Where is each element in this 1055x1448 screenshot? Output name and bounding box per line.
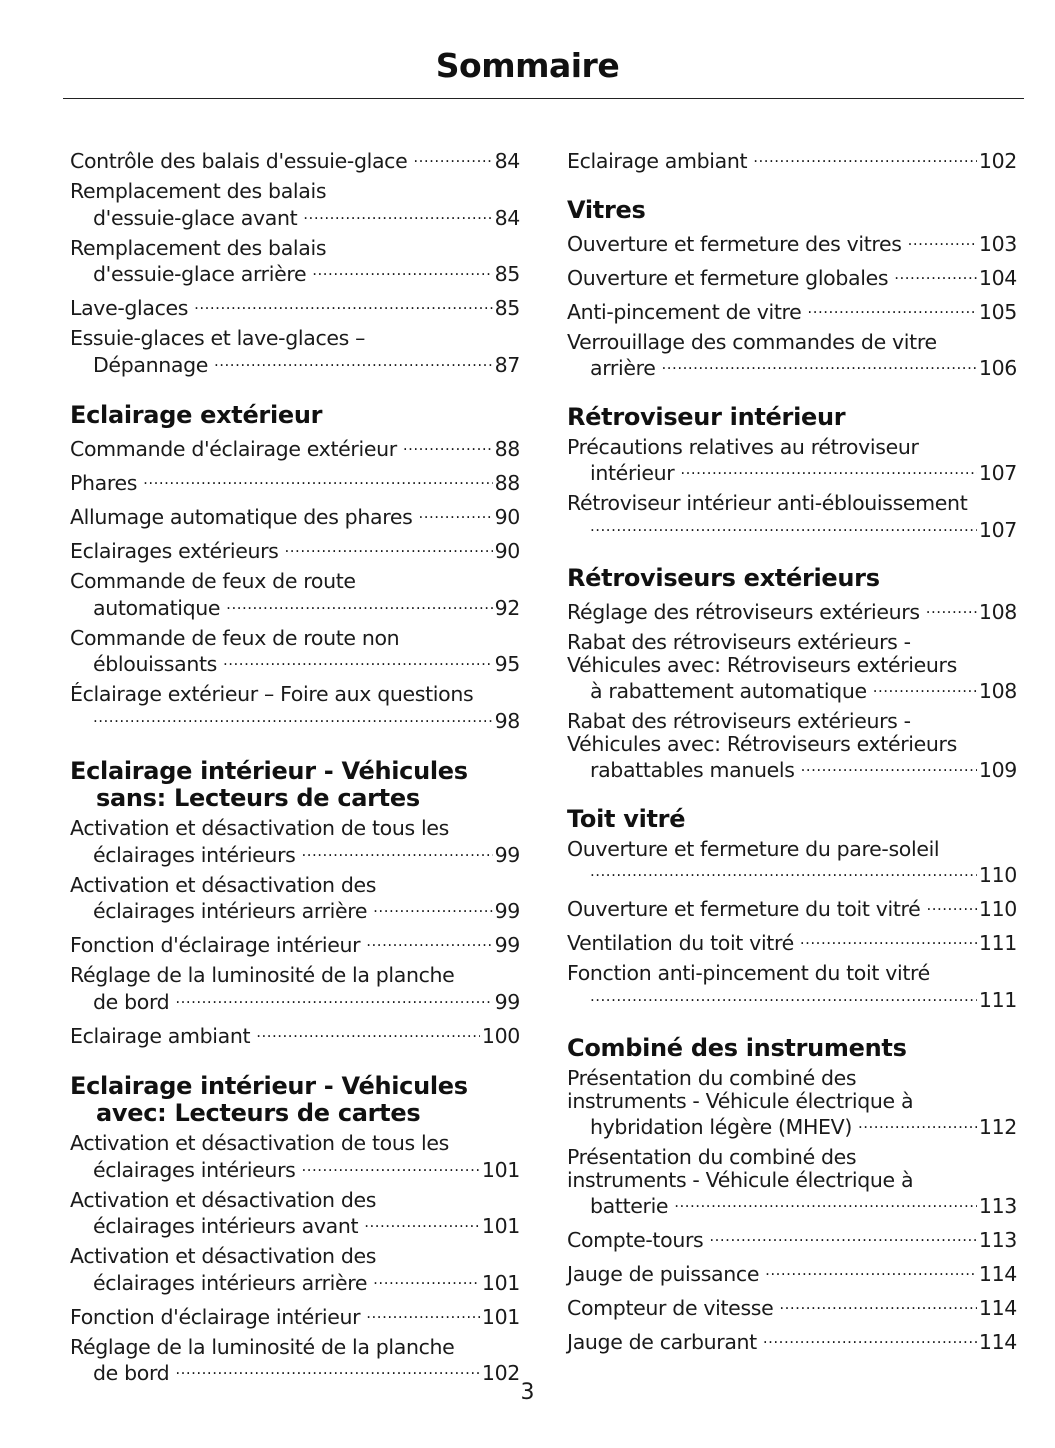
toc-page-number: 99 bbox=[494, 842, 520, 867]
dot-leader bbox=[418, 502, 492, 524]
toc-entry-title: automatique bbox=[93, 595, 221, 620]
section-heading: Eclairage extérieur bbox=[70, 401, 323, 429]
toc-entry[interactable] bbox=[70, 146, 520, 173]
toc-entry-title: éclairages intérieurs bbox=[93, 1157, 296, 1182]
toc-entry-title-line: Activation et désactivation de tous les bbox=[70, 816, 449, 840]
toc-entry[interactable] bbox=[567, 962, 1017, 1011]
toc-entry-title-line: Réglage de la luminosité de la planche bbox=[70, 1334, 455, 1359]
toc-entry-title-line: Véhicules avec: Rétroviseurs extérieurs bbox=[567, 731, 957, 756]
toc-entry-title-line: Présentation du combiné des bbox=[567, 1066, 857, 1090]
toc-entry-title: Ouverture et fermeture du toit vitré bbox=[567, 897, 921, 921]
toc-entry[interactable] bbox=[567, 229, 1017, 256]
toc-entry[interactable] bbox=[567, 838, 1017, 887]
toc-entry-last-line bbox=[567, 755, 1017, 782]
toc-entry-title-line: Rabat des rétroviseurs extérieurs - bbox=[567, 709, 911, 733]
toc-entry-title-line: instruments - Véhicule électrique à bbox=[567, 1088, 914, 1113]
dot-leader bbox=[301, 840, 492, 862]
toc-entry-title-line: Réglage de la luminosité de la planche bbox=[70, 963, 455, 987]
toc-page-number: 102 bbox=[978, 149, 1017, 173]
toc-entry-title-line: Verrouillage des commandes de vitre bbox=[567, 329, 937, 354]
toc-entry[interactable] bbox=[567, 263, 1017, 290]
toc-entry-last-line bbox=[70, 896, 520, 923]
toc-entry[interactable] bbox=[70, 434, 520, 461]
toc-entry[interactable] bbox=[70, 627, 520, 676]
toc-entry-title-line: Remplacement des balais bbox=[70, 179, 327, 203]
section-heading: Rétroviseur intérieur bbox=[567, 402, 846, 431]
toc-entry-last-line bbox=[567, 597, 1017, 624]
toc-entry-title: Lave-glaces bbox=[70, 296, 189, 320]
toc-entry-title-line: Essuie-glaces et lave-glaces – bbox=[70, 326, 366, 350]
toc-page-number: 107 bbox=[978, 517, 1017, 542]
toc-entry-last-line bbox=[70, 593, 520, 620]
toc-entry[interactable] bbox=[567, 436, 1017, 485]
toc-entry-last-line bbox=[567, 676, 1017, 703]
toc-entry-last-line bbox=[567, 894, 1017, 921]
toc-entry-title: Eclairages extérieurs bbox=[70, 539, 279, 563]
dot-leader bbox=[366, 1302, 480, 1324]
toc-entry-last-line bbox=[70, 840, 520, 867]
toc-page-number: 84 bbox=[494, 149, 520, 173]
toc-page-number: 105 bbox=[978, 299, 1017, 324]
toc-entry-title-line: Véhicules avec: Rétroviseurs extérieurs bbox=[567, 652, 957, 677]
toc-entry[interactable] bbox=[70, 180, 520, 229]
toc-entry-title: Eclairage ambiant bbox=[567, 149, 748, 173]
toc-entry-title: Réglage des rétroviseurs extérieurs bbox=[567, 600, 920, 624]
toc-entry-title: à rabattement automatique bbox=[590, 679, 867, 703]
toc-entry-last-line bbox=[567, 1112, 1017, 1139]
toc-entry-title: Commande d'éclairage extérieur bbox=[70, 437, 397, 461]
toc-entry-title: hybridation légère (MHEV) bbox=[590, 1115, 852, 1139]
toc-entry-title: Ventilation du toit vitré bbox=[567, 931, 794, 955]
toc-entry-last-line bbox=[567, 1191, 1017, 1218]
section-heading: Toit vitré bbox=[567, 804, 686, 833]
toc-page-number: 113 bbox=[978, 1194, 1017, 1218]
toc-page-number: 99 bbox=[494, 899, 520, 923]
dot-leader bbox=[366, 930, 492, 952]
dot-leader bbox=[373, 1268, 480, 1290]
toc-page-number: 110 bbox=[978, 863, 1017, 887]
dot-leader bbox=[800, 928, 977, 950]
toc-entry-title-line: Commande de feux de route bbox=[70, 569, 356, 593]
toc-entry-last-line bbox=[70, 350, 520, 377]
dot-leader bbox=[175, 987, 492, 1009]
toc-entry-title: de bord bbox=[93, 989, 170, 1014]
toc-entry[interactable] bbox=[70, 468, 520, 495]
dot-leader bbox=[765, 1259, 977, 1281]
dot-leader bbox=[214, 350, 493, 372]
toc-entry-title-line: Rétroviseur intérieur anti-éblouissement bbox=[567, 491, 968, 515]
dot-leader bbox=[590, 860, 977, 882]
toc-entry[interactable] bbox=[70, 570, 520, 619]
dot-leader bbox=[175, 1358, 480, 1380]
toc-entry-title-line: Commande de feux de route non bbox=[70, 625, 400, 650]
toc-entry-title: arrière bbox=[590, 356, 656, 380]
toc-page-number: 112 bbox=[978, 1115, 1017, 1139]
toc-column-left bbox=[70, 146, 520, 1392]
toc-page-number: 99 bbox=[494, 989, 520, 1014]
dot-leader bbox=[779, 1293, 977, 1315]
toc-page-number: 85 bbox=[494, 296, 520, 320]
toc-entry[interactable] bbox=[567, 492, 1017, 541]
toc-entry[interactable] bbox=[567, 1259, 1017, 1286]
toc-entry[interactable] bbox=[567, 710, 1017, 782]
dot-leader bbox=[894, 263, 977, 285]
dot-leader bbox=[590, 515, 977, 537]
dot-leader bbox=[680, 458, 977, 480]
toc-page-number: 85 bbox=[494, 262, 520, 286]
toc-entry-title: Compteur de vitesse bbox=[567, 1296, 774, 1320]
toc-entry-last-line bbox=[567, 928, 1017, 955]
toc-page-number: 101 bbox=[481, 1270, 520, 1295]
section-heading: Combiné des instruments bbox=[567, 1034, 907, 1062]
toc-entry-last-line bbox=[567, 146, 1017, 173]
toc-page-number: 108 bbox=[978, 679, 1017, 703]
toc-entry-title: Compte-tours bbox=[567, 1228, 704, 1252]
title-divider bbox=[63, 98, 1024, 99]
toc-page-number: 103 bbox=[978, 231, 1017, 256]
toc-page-number: 92 bbox=[494, 595, 520, 620]
toc-page-number: 114 bbox=[978, 1262, 1017, 1286]
toc-entry-title: d'essuie-glace avant bbox=[93, 205, 298, 230]
toc-entry[interactable] bbox=[70, 293, 520, 320]
toc-entry-last-line bbox=[70, 293, 520, 320]
toc-entry-title: d'essuie-glace arrière bbox=[93, 262, 307, 286]
section-heading: Eclairage intérieur - Véhicules avec: Lecteurs de cartes bbox=[70, 1072, 468, 1127]
toc-entry[interactable] bbox=[70, 964, 520, 1013]
toc-entry-last-line bbox=[70, 1155, 520, 1182]
toc-page-number: 101 bbox=[481, 1304, 520, 1329]
dot-leader bbox=[926, 894, 976, 916]
toc-entry[interactable] bbox=[70, 1132, 520, 1181]
toc-entry-title: éclairages intérieurs avant bbox=[93, 1214, 359, 1238]
toc-entry-title-line: Présentation du combiné des bbox=[567, 1145, 857, 1169]
toc-entry-last-line bbox=[567, 515, 1017, 542]
dot-leader bbox=[590, 985, 977, 1007]
toc-entry[interactable] bbox=[70, 817, 520, 866]
toc-entry-title: éclairages intérieurs bbox=[93, 842, 296, 867]
dot-leader bbox=[908, 229, 977, 251]
toc-entry-last-line bbox=[567, 353, 1017, 380]
toc-page-number: 95 bbox=[494, 652, 520, 676]
section-heading: Rétroviseurs extérieurs bbox=[567, 564, 880, 592]
section-heading: Eclairage intérieur - Véhicules sans: Lecteurs de cartes bbox=[70, 757, 468, 812]
toc-entry[interactable] bbox=[70, 1336, 520, 1385]
toc-page-number: 88 bbox=[494, 437, 520, 461]
toc-entry-title: Ouverture et fermeture des vitres bbox=[567, 231, 902, 256]
toc-page-number: 114 bbox=[978, 1296, 1017, 1320]
toc-entry-title: Eclairage ambiant bbox=[70, 1023, 251, 1048]
toc-entry-last-line bbox=[70, 1302, 520, 1329]
toc-entry[interactable] bbox=[567, 297, 1017, 324]
toc-entry[interactable] bbox=[70, 1021, 520, 1048]
toc-page-number: 109 bbox=[978, 758, 1017, 782]
toc-entry-title: Ouverture et fermeture globales bbox=[567, 265, 889, 290]
toc-entry-last-line bbox=[567, 985, 1017, 1012]
dot-leader bbox=[373, 896, 492, 918]
toc-entry-title: Jauge de carburant bbox=[567, 1330, 757, 1354]
toc-entry-title: batterie bbox=[590, 1194, 669, 1218]
toc-entry[interactable] bbox=[70, 1302, 520, 1329]
toc-entry[interactable] bbox=[567, 1293, 1017, 1320]
toc-page-number: 90 bbox=[494, 539, 520, 563]
toc-entry-last-line bbox=[567, 297, 1017, 324]
toc-entry[interactable] bbox=[567, 1067, 1017, 1139]
toc-entry[interactable] bbox=[70, 237, 520, 286]
toc-entry-last-line bbox=[70, 502, 520, 529]
toc-page-number: 87 bbox=[494, 352, 520, 377]
toc-entry-last-line bbox=[70, 1211, 520, 1238]
toc-entry[interactable] bbox=[70, 1189, 520, 1238]
toc-entry[interactable] bbox=[567, 1146, 1017, 1218]
toc-entry-title: Fonction d'éclairage intérieur bbox=[70, 1304, 361, 1329]
toc-entry-last-line bbox=[70, 434, 520, 461]
toc-entry[interactable] bbox=[567, 1225, 1017, 1252]
toc-entry-last-line bbox=[567, 263, 1017, 290]
toc-entry-title-line: Activation et désactivation des bbox=[70, 1244, 377, 1268]
toc-entry-title-line: Remplacement des balais bbox=[70, 235, 327, 260]
toc-entry-last-line bbox=[70, 203, 520, 230]
toc-entry-title: Contrôle des balais d'essuie-glace bbox=[70, 149, 408, 173]
toc-page-number: 111 bbox=[978, 931, 1017, 955]
toc-page-number: 104 bbox=[978, 265, 1017, 290]
toc-entry-title: éclairages intérieurs arrière bbox=[93, 899, 368, 923]
toc-column-right bbox=[567, 146, 1017, 1361]
dot-leader bbox=[413, 146, 492, 168]
toc-entry-title-line: Éclairage extérieur – Foire aux questions bbox=[70, 682, 474, 706]
dot-leader bbox=[93, 706, 493, 728]
toc-entry-last-line bbox=[567, 1259, 1017, 1286]
toc-page-number: 101 bbox=[481, 1214, 520, 1238]
toc-entry-last-line bbox=[567, 1327, 1017, 1354]
dot-leader bbox=[364, 1211, 480, 1233]
dot-leader bbox=[709, 1225, 977, 1247]
dot-leader bbox=[753, 146, 977, 168]
dot-leader bbox=[303, 203, 492, 225]
page-title: Sommaire bbox=[435, 46, 620, 85]
toc-page-number: 98 bbox=[494, 708, 520, 733]
toc-page-number: 111 bbox=[978, 987, 1017, 1012]
dot-leader bbox=[226, 593, 492, 615]
toc-entry-title: éblouissants bbox=[93, 652, 217, 676]
dot-leader bbox=[301, 1155, 479, 1177]
dot-leader bbox=[285, 536, 493, 558]
toc-page-number: 100 bbox=[481, 1023, 520, 1048]
toc-page-number: 107 bbox=[978, 461, 1017, 485]
toc-entry[interactable] bbox=[70, 874, 520, 923]
toc-entry-title: Allumage automatique des phares bbox=[70, 505, 413, 529]
toc-entry[interactable] bbox=[567, 597, 1017, 624]
toc-entry-last-line bbox=[70, 930, 520, 957]
toc-entry[interactable] bbox=[70, 683, 520, 732]
toc-entry[interactable] bbox=[70, 327, 520, 376]
dot-leader bbox=[858, 1112, 977, 1134]
toc-entry-last-line bbox=[70, 1268, 520, 1295]
toc-entry-last-line bbox=[70, 146, 520, 173]
toc-page-number: 102 bbox=[481, 1361, 520, 1385]
section-heading: Vitres bbox=[567, 195, 646, 224]
toc-page-number: 101 bbox=[481, 1157, 520, 1182]
toc-entry-title-line: Fonction anti-pincement du toit vitré bbox=[567, 961, 930, 985]
toc-entry[interactable] bbox=[567, 146, 1017, 173]
toc-entry-title: Phares bbox=[70, 471, 138, 495]
dot-leader bbox=[256, 1021, 480, 1043]
toc-entry-title-line: Activation et désactivation des bbox=[70, 1187, 377, 1212]
dot-leader bbox=[194, 293, 493, 315]
toc-entry-last-line bbox=[567, 458, 1017, 485]
toc-page-number: 84 bbox=[494, 205, 520, 230]
toc-entry[interactable] bbox=[70, 502, 520, 529]
toc-entry[interactable] bbox=[70, 536, 520, 563]
toc-page-number: 108 bbox=[978, 600, 1017, 624]
toc-entry-last-line bbox=[567, 229, 1017, 256]
toc-entry[interactable] bbox=[567, 631, 1017, 703]
toc-page-number: 90 bbox=[494, 505, 520, 529]
toc-entry-title: intérieur bbox=[590, 461, 675, 485]
toc-entry-title: Jauge de puissance bbox=[567, 1262, 760, 1286]
toc-entry-last-line bbox=[567, 860, 1017, 887]
dot-leader bbox=[223, 649, 493, 671]
toc-entry[interactable] bbox=[567, 1327, 1017, 1354]
toc-entry-title-line: instruments - Véhicule électrique à bbox=[567, 1167, 914, 1192]
toc-entry-last-line bbox=[70, 706, 520, 733]
toc-page-number: 99 bbox=[494, 933, 520, 957]
toc-entry[interactable] bbox=[567, 894, 1017, 921]
toc-entry-title: de bord bbox=[93, 1361, 170, 1385]
dot-leader bbox=[801, 755, 977, 777]
toc-entry-last-line bbox=[70, 987, 520, 1014]
toc-entry-title: Dépannage bbox=[93, 352, 208, 377]
toc-entry-title-line: Ouverture et fermeture du pare-soleil bbox=[567, 836, 940, 861]
dot-leader bbox=[763, 1327, 977, 1349]
dot-leader bbox=[143, 468, 493, 490]
toc-page-number: 110 bbox=[978, 897, 1017, 921]
page-number: 3 bbox=[520, 1380, 535, 1405]
toc-entry-title-line: Rabat des rétroviseurs extérieurs - bbox=[567, 630, 911, 654]
toc-entry[interactable] bbox=[70, 930, 520, 957]
toc-entry-title: rabattables manuels bbox=[590, 758, 795, 782]
dot-leader bbox=[403, 434, 493, 456]
toc-entry-last-line bbox=[70, 1021, 520, 1048]
dot-leader bbox=[926, 597, 977, 619]
toc-entry[interactable] bbox=[567, 331, 1017, 380]
toc-entry-last-line bbox=[70, 468, 520, 495]
toc-entry-last-line bbox=[567, 1225, 1017, 1252]
toc-entry[interactable] bbox=[70, 1245, 520, 1294]
dot-leader bbox=[873, 676, 977, 698]
toc-entry-title: éclairages intérieurs arrière bbox=[93, 1270, 368, 1295]
toc-entry-title: Anti-pincement de vitre bbox=[567, 299, 802, 324]
toc-entry-title-line: Activation et désactivation des bbox=[70, 872, 377, 897]
toc-entry-title: Fonction d'éclairage intérieur bbox=[70, 933, 361, 957]
toc-page-number: 113 bbox=[978, 1228, 1017, 1252]
dot-leader bbox=[674, 1191, 977, 1213]
toc-entry-title-line: Précautions relatives au rétroviseur bbox=[567, 434, 919, 459]
toc-entry-last-line bbox=[70, 536, 520, 563]
dot-leader bbox=[662, 353, 977, 375]
toc-entry-last-line bbox=[567, 1293, 1017, 1320]
toc-entry-last-line bbox=[70, 259, 520, 286]
toc-entry[interactable] bbox=[567, 928, 1017, 955]
toc-entry-title-line: Activation et désactivation de tous les bbox=[70, 1131, 449, 1155]
dot-leader bbox=[807, 297, 976, 319]
toc-page-number: 106 bbox=[978, 356, 1017, 380]
toc-page-number: 88 bbox=[494, 471, 520, 495]
toc-page-number: 114 bbox=[978, 1330, 1017, 1354]
toc-entry-last-line bbox=[70, 649, 520, 676]
dot-leader bbox=[312, 259, 492, 281]
